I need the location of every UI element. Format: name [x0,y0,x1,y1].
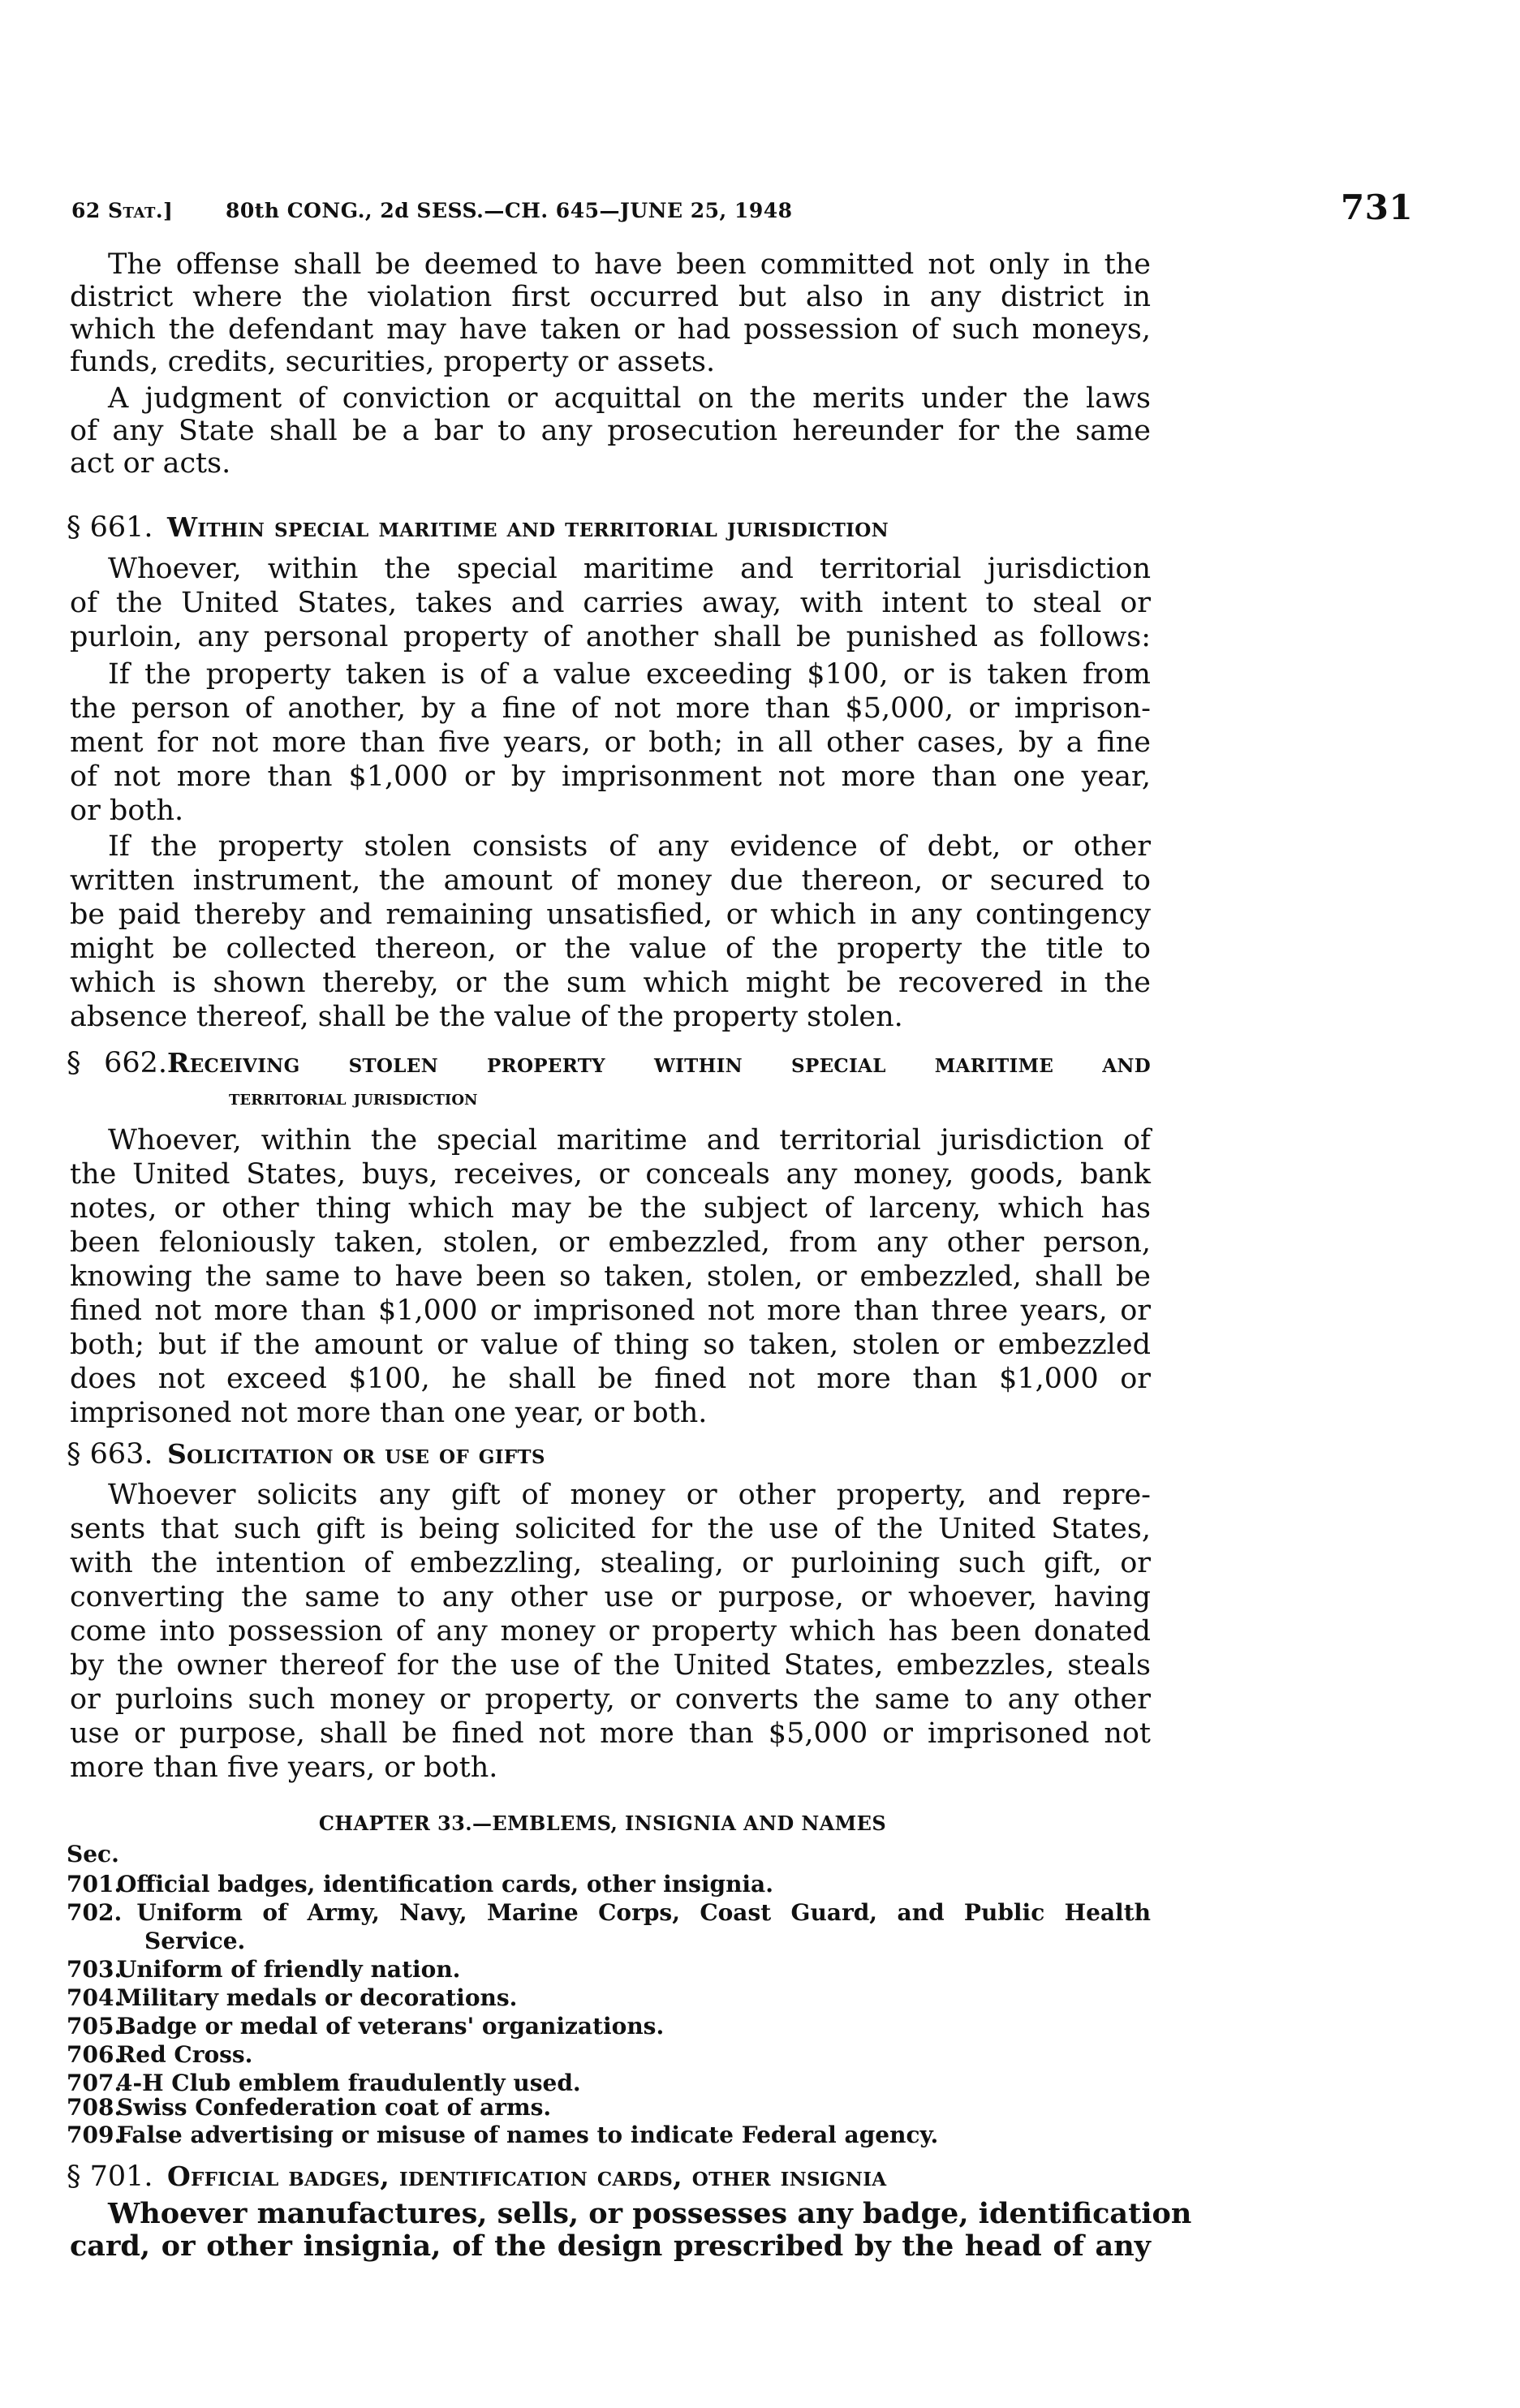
toc-item-708 [67,2094,551,2122]
section-heading-662 [67,1047,1151,1079]
body-line: both; but if the amount or value of thing so taken, stolen or embezzled [70,1329,1151,1361]
section-title-continuation: territorial jurisdiction [229,1086,478,1110]
body-line: notes, or other thing which may be the subject of larceny, which has [70,1192,1151,1225]
body-line: or purloins such money or property, or converts the same to any other [70,1683,1151,1716]
body-line: Whoever, within the special maritime and territorial jurisdiction [108,553,1151,585]
body-line: of the United States, takes and carries away, with intent to steal or [70,587,1151,619]
section-number: § 701. [67,2160,153,2193]
body-line: with the intention of embezzling, stealing, or purloining such gift, or [70,1547,1151,1579]
toc-text: Military medals or decorations. [117,1984,518,2011]
body-line: absence thereof, shall be the value of the property stolen. [70,1001,903,1033]
sec-label: Sec. [67,1841,119,1867]
chapter-heading: CHAPTER 33.—EMBLEMS, INSIGNIA AND NAMES [318,1811,887,1835]
page-number: 731 [1341,187,1414,227]
body-line: of any State shall be a bar to any prosecution hereunder for the same [70,415,1151,447]
body-line: does not exceed $100, he shall be fined not more than $1,000 or [70,1363,1151,1395]
body-line: If the property taken is of a value exceeding $100, or is taken from [108,658,1151,691]
body-line: act or acts. [70,447,231,480]
section-number: § 661. [67,511,153,544]
toc-number: 707. [67,2070,123,2096]
toc-number: 705. [67,2013,123,2040]
toc-item-705 [67,2013,664,2040]
body-line: written instrument, the amount of money due thereon, or secured to [70,864,1151,897]
body-line: which is shown thereby, or the sum which might be recovered in the [70,967,1151,999]
toc-number: 701. [67,1871,123,1898]
section-heading-663 [67,1438,1151,1471]
toc-item-702 [67,1899,1151,1927]
section-number: § 662. [67,1047,167,1079]
toc-text: False advertising or misuse of names to indicate Federal agency. [117,2122,939,2148]
toc-text: Official badges, identification cards, other insignia. [117,1871,773,1898]
body-line: been feloniously taken, stolen, or embezzled, from any other person, [70,1226,1151,1259]
body-line: more than five years, or both. [70,1751,498,1784]
section-heading-701 [67,2160,1151,2193]
body-line: card, or other insignia, of the design prescribed by the head of any [70,2229,1151,2263]
body-line: purloin, any personal property of another shall be punished as follows: [70,621,1151,653]
body-line: use or purpose, shall be fined not more than $5,000 or imprisoned not [70,1717,1151,1750]
session-chapter-date: 80th CONG., 2d SESS.—CH. 645—JUNE 25, 1948 [226,199,793,222]
body-line: the person of another, by a fine of not more than $5,000, or imprison- [70,692,1151,725]
toc-text: Uniform of Army, Navy, Marine Corps, Coast Guard, and Public Health [136,1899,1151,1926]
section-title: Within special maritime and territorial jurisdiction [167,511,889,543]
toc-text: Swiss Confederation coat of arms. [117,2094,552,2121]
body-line: fined not more than $1,000 or imprisoned not more than three years, or [70,1294,1151,1327]
body-line: sents that such gift is being solicited for the use of the United States, [70,1513,1151,1545]
body-line: be paid thereby and remaining unsatisfied, or which in any contingency [70,898,1151,931]
toc-item-701 [67,1871,773,1898]
volume-reference: 62 Stat.] [71,199,174,222]
toc-number: 702. [67,1899,123,1926]
toc-number: 703. [67,1956,123,1983]
toc-item-709 [67,2122,938,2149]
body-line: come into possession of any money or property which has been donated [70,1615,1151,1648]
body-line: which the defendant may have taken or had possession of such moneys, [70,313,1151,346]
body-line: converting the same to any other use or purpose, or whoever, having [70,1581,1151,1613]
body-line: of not more than $1,000 or by imprisonment not more than one year, [70,760,1151,793]
toc-number: 704. [67,1984,123,2011]
body-line: district where the violation first occurred but also in any district in [70,281,1151,313]
body-line: If the property stolen consists of any evidence of debt, or other [108,830,1151,863]
body-line: imprisoned not more than one year, or both. [70,1397,708,1429]
section-number: § 663. [67,1438,153,1471]
toc-item-702-continuation: Service. [144,1928,246,1954]
body-line: Whoever manufactures, sells, or possesses any badge, identification [108,2197,1192,2230]
section-heading-661 [67,511,1151,544]
body-line: the United States, buys, receives, or conceals any money, goods, bank [70,1158,1151,1191]
section-title: Solicitation or use of gifts [167,1438,545,1470]
body-line: The offense shall be deemed to have been committed not only in the [108,248,1151,281]
toc-item-707 [67,2070,581,2097]
body-line: might be collected thereon, or the value of the property the title to [70,933,1151,965]
body-line: knowing the same to have been so taken, stolen, or embezzled, shall be [70,1260,1151,1293]
toc-number: 708. [67,2094,123,2121]
toc-text: 4-H Club emblem fraudulently used. [117,2070,581,2096]
body-line: Whoever, within the special maritime and territorial jurisdiction of [108,1124,1151,1157]
toc-item-706 [67,2041,252,2069]
toc-item-703 [67,1956,460,1984]
toc-text: Red Cross. [117,2041,253,2068]
toc-text: Badge or medal of veterans' organizations. [117,2013,665,2040]
body-line: ment for not more than five years, or both; in all other cases, by a fine [70,726,1151,759]
toc-number: 709. [67,2122,123,2148]
body-line: funds, credits, securities, property or assets. [70,346,716,378]
section-title: Receiving stolen property within special maritime and [167,1047,1151,1079]
body-line: Whoever solicits any gift of money or other property, and repre- [108,1479,1151,1511]
section-title: Official badges, identification cards, other insignia [167,2160,887,2192]
body-line: A judgment of conviction or acquittal on the merits under the laws [108,382,1151,415]
toc-number: 706. [67,2041,123,2068]
toc-item-704 [67,1984,517,2012]
toc-text: Uniform of friendly nation. [117,1956,461,1983]
body-line: by the owner thereof for the use of the United States, embezzles, steals [70,1649,1151,1682]
body-line: or both. [70,795,184,827]
